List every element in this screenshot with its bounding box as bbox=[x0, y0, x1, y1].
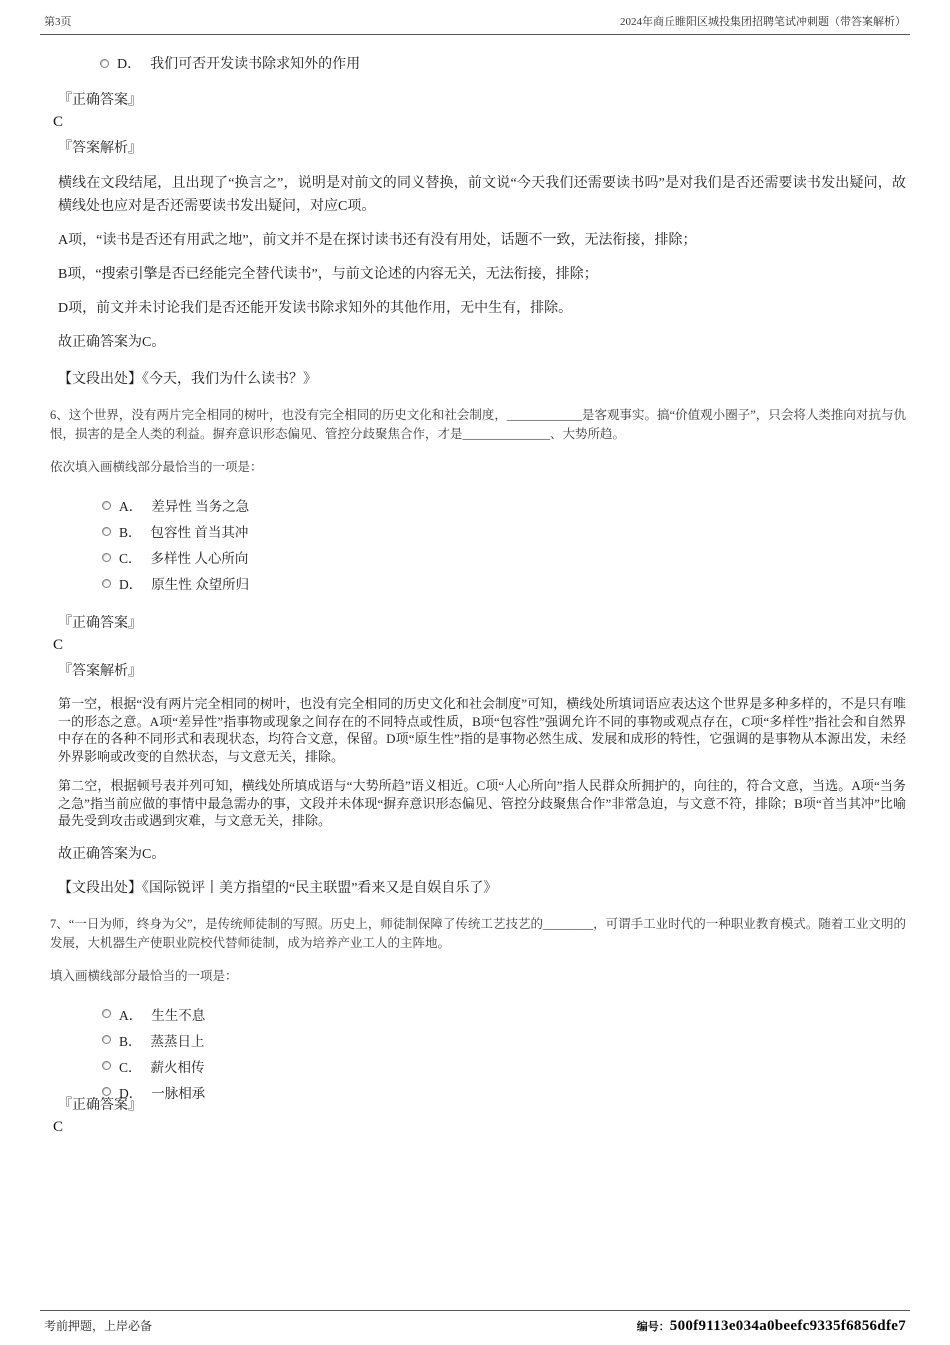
document-title: 2024年商丘睢阳区城投集团招聘笔试冲刺题（带答案解析） bbox=[620, 16, 906, 28]
radio-icon[interactable] bbox=[102, 579, 111, 588]
option-letter: A． bbox=[119, 1007, 143, 1023]
q5-analysis-conclusion: 故正确答案为C。 bbox=[58, 335, 166, 350]
footer-code-value: 500f9113e034a0beefc9335f6856dfe7 bbox=[669, 1318, 906, 1334]
page-footer bbox=[0, 1310, 950, 1345]
q7-answer-value: C bbox=[53, 1118, 64, 1135]
q6-option-d[interactable] bbox=[102, 570, 906, 596]
q5-answer-value: C bbox=[53, 114, 64, 130]
option-letter: D． bbox=[117, 57, 142, 72]
page-number: 第3页 bbox=[44, 16, 72, 28]
option-text: 多样性 人心所向 bbox=[150, 551, 249, 566]
q7-option-c[interactable] bbox=[102, 1053, 906, 1079]
option-letter: B． bbox=[119, 525, 142, 540]
q5-analysis-paragraph: D项，前文并未讨论我们是否还能开发读书除求知外的其他作用，无中生有，排除。 bbox=[58, 301, 573, 316]
option-letter: D． bbox=[119, 1085, 143, 1101]
q6-option-b[interactable] bbox=[102, 518, 906, 544]
radio-icon[interactable] bbox=[102, 1035, 111, 1044]
option-text: 薪火相传 bbox=[150, 1059, 205, 1075]
page-header bbox=[0, 0, 950, 34]
q7-option-b[interactable] bbox=[102, 1027, 906, 1053]
radio-icon[interactable] bbox=[100, 59, 109, 68]
radio-icon[interactable] bbox=[102, 1009, 111, 1018]
q7-options bbox=[44, 1001, 906, 1105]
option-letter: C． bbox=[119, 1059, 142, 1075]
option-letter: B． bbox=[119, 1033, 142, 1049]
option-letter: D． bbox=[119, 577, 143, 592]
q5-analysis-label: 『答案解析』 bbox=[58, 141, 142, 156]
option-text: 我们可否开发读书除求知外的作用 bbox=[150, 57, 361, 72]
radio-icon[interactable] bbox=[102, 527, 111, 536]
q7-question-stem: 7、“一日为师，终身为父”，是传统师徒制的写照。历史上，师徒制保障了传统工艺技艺的________，可谓手工业时代的一种职业教育模式。随着工业文明的发展，大机器生产使职业院校代替师徒制，成为培养产业工人的主阵地。 bbox=[50, 916, 906, 950]
option-text: 原生性 众望所归 bbox=[151, 577, 250, 592]
footer-code-group bbox=[637, 1318, 906, 1335]
q5-analysis-paragraph: 横线在文段结尾，且出现了“换言之”，说明是对前文的同义替换，前文说“今天我们还需要读书吗”是对我们是否还需要读书发出疑问，故横线处也应对是否还需要读书发出疑问，对应C项。 bbox=[58, 176, 906, 214]
option-letter: C． bbox=[119, 551, 142, 566]
q6-analysis-paragraph: 第一空，根据“没有两片完全相同的树叶，也没有完全相同的历史文化和社会制度”可知，横线处所填词语应表达这个世界是多种多样的，不是只有唯一的形态之意。A项“差异性”指事物或现象之间存在的不同特点或性质，B项“包容性”强调允许不同的事物或观点存在，C项“多样性”指社会和自然界中存在的各种不同形式和表现状态，均符合文意，保留。D项“原生性”指的是事物必然生成、发展和成形的特性，它强调的是事物从本源出发，未经外界影响或改变的自然状态，与文意无关，排除。 bbox=[58, 696, 906, 764]
radio-icon[interactable] bbox=[102, 501, 111, 510]
radio-icon[interactable] bbox=[102, 1061, 111, 1070]
q7-instruction: 填入画横线部分最恰当的一项是： bbox=[50, 968, 238, 983]
q6-question-stem: 6、这个世界，没有两片完全相同的树叶，也没有完全相同的历史文化和社会制度，____________是客观事实。搞“价值观小圈子”，只会将人类推向对抗与仇恨，损害的是全人类的利益。摒弃意识形态偏见、管控分歧聚焦合作，才是______________、大势所趋。 bbox=[50, 408, 906, 441]
radio-icon[interactable] bbox=[102, 553, 111, 562]
q6-answer-value: C bbox=[53, 637, 64, 653]
option-text: 一脉相承 bbox=[151, 1085, 206, 1101]
q6-analysis-conclusion: 故正确答案为C。 bbox=[58, 846, 166, 862]
q5-correct-answer-label: 『正确答案』 bbox=[58, 93, 142, 108]
option-text: 生生不息 bbox=[151, 1007, 206, 1023]
document-content bbox=[0, 35, 950, 1136]
option-letter: A． bbox=[119, 499, 143, 514]
q6-instruction: 依次填入画横线部分最恰当的一项是： bbox=[50, 460, 263, 474]
q6-correct-answer-label: 『正确答案』 bbox=[58, 616, 142, 631]
q6-source: 【文段出处】《国际锐评丨美方指望的“民主联盟”看来又是自娱自乐了》 bbox=[58, 880, 498, 896]
q7-option-a[interactable] bbox=[102, 1001, 906, 1027]
q6-option-c[interactable] bbox=[102, 544, 906, 570]
q6-options bbox=[44, 492, 906, 596]
q6-analysis-paragraph: 第二空，根据顿号表并列可知，横线处所填成语与“大势所趋”语义相近。C项“人心所向”指人民群众所拥护的，向往的，符合文意，当选。A项“当务之急”指当前应做的事情中最急需办的事，文段并未体现“摒弃意识形态偏见、管控分歧聚焦合作”非常急迫，与文意不符，排除；B项“首当其冲”比喻最先受到攻击或遇到灾难，与文意无关，排除。 bbox=[58, 778, 906, 828]
footer-code-label: 编号： bbox=[636, 1321, 670, 1333]
footer-slogan: 考前押题，上岸必备 bbox=[44, 1319, 153, 1333]
q6-analysis-label: 『答案解析』 bbox=[58, 664, 142, 679]
q5-analysis-paragraph: B项，“搜索引擎是否已经能完全替代读书”，与前文论述的内容无关，无法衔接，排除； bbox=[58, 267, 598, 282]
option-text: 蒸蒸日上 bbox=[150, 1033, 205, 1049]
q5-analysis-paragraph: A项，“读书是否还有用武之地”，前文并不是在探讨读书还有没有用处，话题不一致，无法衔接，排除； bbox=[58, 233, 697, 248]
q5-option-d[interactable] bbox=[100, 53, 906, 73]
q5-source: 【文段出处】《今天，我们为什么读书？》 bbox=[58, 372, 317, 387]
option-text: 差异性 当务之急 bbox=[151, 499, 250, 514]
q7-correct-answer-label: 『正确答案』 bbox=[58, 1097, 142, 1113]
option-text: 包容性 首当其冲 bbox=[150, 525, 249, 540]
q6-option-a[interactable] bbox=[102, 492, 906, 518]
